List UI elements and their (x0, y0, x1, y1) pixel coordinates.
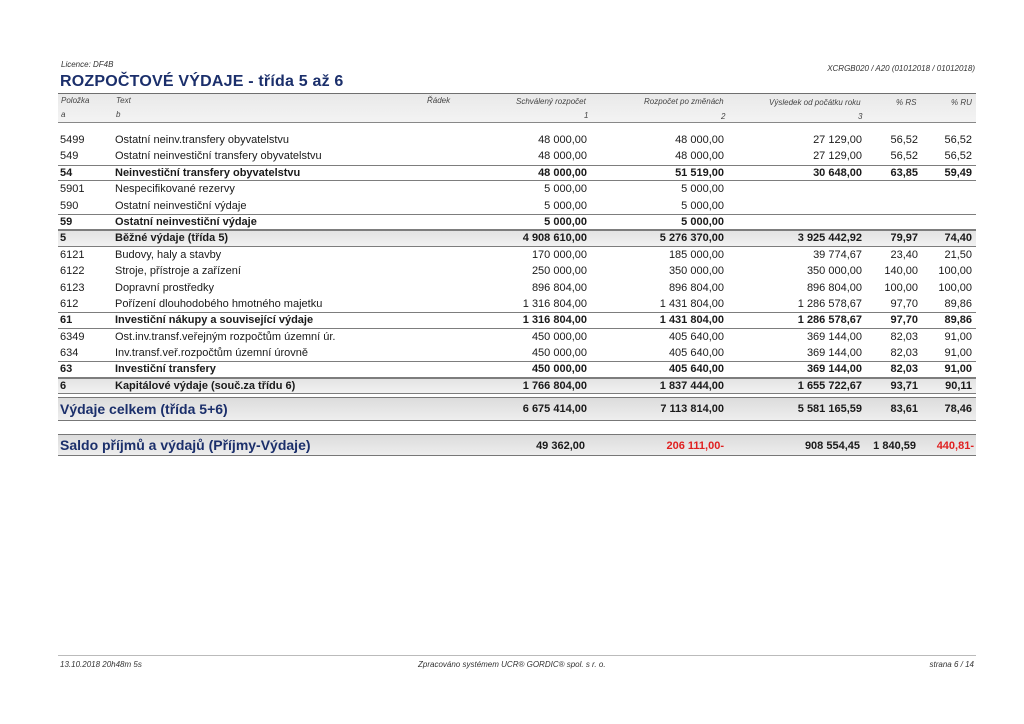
row-text: Ostatní neinvestiční výdaje (115, 215, 257, 228)
row-rs: 63,85 (890, 166, 918, 179)
row-text: Ost.inv.transf.veřejným rozpočtům územní úr. (115, 330, 336, 343)
row-code: 6122 (60, 265, 85, 278)
row-schvaleny: 170 000,00 (531, 248, 587, 261)
row-text: Ostatní neinv.transfery obyvatelstvu (115, 134, 290, 146)
table-row (58, 329, 976, 345)
row-schvaleny: 5 000,00 (544, 183, 587, 196)
col-vysledek: Výsledek od počátku roku (769, 98, 861, 107)
row-schvaleny: 4 908 610,00 (522, 232, 587, 245)
saldo-row (58, 434, 976, 456)
row-text: Dopravní prostředky (115, 281, 215, 294)
row-schvaleny: 1 316 804,00 (522, 297, 587, 310)
row-code: 590 (60, 199, 79, 212)
total-ru: 78,46 (944, 403, 972, 415)
row-text: Budovy, haly a stavby (115, 248, 222, 261)
page-title: ROZPOČTOVÉ VÝDAJE - třída 5 až 6 (60, 73, 344, 90)
row-vysledek: 3 925 442,92 (797, 232, 862, 245)
row-ru: 100,00 (938, 281, 972, 294)
row-po-zmenach: 405 640,00 (668, 363, 724, 376)
row-po-zmenach: 5 000,00 (681, 199, 724, 212)
table-row (58, 132, 976, 148)
col-rs: % RS (896, 98, 917, 107)
footer-divider (58, 655, 976, 656)
row-rs: 56,52 (890, 150, 918, 163)
col-po-zmenach: Rozpočet po změnách (644, 97, 724, 106)
col-text: Text (116, 96, 131, 105)
row-ru: 74,40 (944, 232, 972, 245)
row-text: Inv.transf.veř.rozpočtům územní úrovně (115, 347, 308, 360)
saldo-ru: 440,81- (936, 440, 974, 452)
col-index-1: 1 (584, 111, 589, 120)
row-code: 6121 (60, 248, 85, 261)
row-schvaleny: 250 000,00 (531, 265, 587, 278)
row-schvaleny: 450 000,00 (531, 363, 587, 376)
row-vysledek: 27 129,00 (813, 134, 862, 146)
row-text: Ostatní neinvestiční výdaje (115, 199, 247, 212)
row-code: 612 (60, 297, 79, 310)
row-schvaleny: 5 000,00 (544, 215, 587, 228)
budget-table (58, 132, 976, 394)
row-rs: 97,70 (890, 314, 918, 327)
row-vysledek: 27 129,00 (813, 150, 862, 163)
row-code: 54 (60, 166, 73, 179)
row-vysledek: 350 000,00 (806, 265, 862, 278)
row-code: 549 (60, 150, 79, 163)
subtotal-row (58, 312, 976, 328)
row-schvaleny: 896 804,00 (531, 281, 587, 294)
row-code: 6349 (60, 330, 85, 343)
row-rs: 82,03 (890, 363, 918, 376)
row-rs: 79,97 (890, 232, 918, 245)
row-ru: 89,86 (944, 297, 972, 310)
class-total-row (58, 378, 976, 394)
row-ru: 90,11 (945, 379, 972, 392)
row-schvaleny: 48 000,00 (538, 150, 587, 163)
row-text: Kapitálové výdaje (souč.za třídu 6) (115, 379, 296, 392)
row-code: 59 (60, 215, 73, 228)
row-ru: 59,49 (944, 166, 972, 179)
total-schvaleny: 6 675 414,00 (522, 403, 587, 415)
saldo-po-zmenach: 206 111,00- (666, 440, 724, 452)
row-po-zmenach: 350 000,00 (668, 265, 724, 278)
row-text: Pořízení dlouhodobého hmotného majetku (115, 297, 323, 310)
total-rs: 83,61 (890, 403, 918, 415)
row-ru: 91,00 (944, 363, 972, 376)
row-po-zmenach: 405 640,00 (668, 347, 724, 360)
row-code: 5 (60, 232, 67, 245)
row-ru: 91,00 (944, 330, 972, 343)
saldo-vysledek: 908 554,45 (804, 440, 860, 452)
row-text: Ostatní neinvestiční transfery obyvatelstvu (115, 150, 322, 163)
row-rs: 23,40 (890, 248, 918, 261)
row-po-zmenach: 5 000,00 (681, 183, 724, 196)
row-po-zmenach: 405 640,00 (668, 330, 724, 343)
row-schvaleny: 48 000,00 (538, 166, 587, 179)
row-text: Nespecifikované rezervy (115, 183, 235, 196)
row-ru: 100,00 (938, 265, 972, 278)
row-schvaleny: 5 000,00 (544, 199, 587, 212)
row-code: 63 (60, 363, 73, 376)
class-total-row (58, 230, 976, 246)
row-code: 61 (60, 314, 73, 327)
saldo-label: Saldo příjmů a výdajů (Příjmy-Výdaje) (60, 437, 311, 453)
row-ru: 89,86 (944, 314, 972, 327)
row-po-zmenach: 1 837 444,00 (659, 379, 724, 392)
row-po-zmenach: 1 431 804,00 (659, 314, 724, 327)
row-ru: 56,52 (944, 150, 972, 163)
row-vysledek: 30 648,00 (813, 166, 862, 179)
row-po-zmenach: 896 804,00 (668, 281, 724, 294)
col-index-3: 3 (858, 112, 863, 121)
row-vysledek: 369 144,00 (806, 330, 862, 343)
col-schvaleny: Schválený rozpočet (516, 97, 586, 106)
saldo-schvaleny: 49 362,00 (536, 440, 585, 452)
row-rs: 140,00 (884, 265, 918, 278)
column-header (58, 94, 976, 122)
row-vysledek: 369 144,00 (806, 347, 862, 360)
row-code: 5901 (60, 183, 85, 196)
row-vysledek: 369 144,00 (806, 363, 862, 376)
row-text: Běžné výdaje (třída 5) (115, 232, 229, 245)
row-rs: 97,70 (890, 297, 918, 310)
row-schvaleny: 1 316 804,00 (522, 314, 587, 327)
table-row (58, 280, 976, 296)
footer-processed: Zpracováno systémem UCR® GORDIC® spol. s r. o. (418, 660, 606, 669)
row-rs: 93,71 (890, 379, 918, 392)
footer-page: strana 6 / 14 (929, 660, 974, 669)
total-vysledek: 5 581 165,59 (797, 403, 862, 415)
col-ru: % RU (951, 98, 972, 107)
table-row (58, 296, 976, 312)
row-vysledek: 39 774,67 (813, 248, 862, 261)
row-vysledek: 1 286 578,67 (797, 297, 862, 310)
row-schvaleny: 450 000,00 (531, 347, 587, 360)
row-schvaleny: 1 766 804,00 (522, 379, 587, 392)
row-schvaleny: 48 000,00 (538, 134, 587, 146)
table-row (58, 263, 976, 279)
report-code: XCRGB020 / A20 (01012018 / 01012018) (827, 64, 975, 73)
total-label: Výdaje celkem (třída 5+6) (60, 401, 228, 417)
row-vysledek: 1 286 578,67 (797, 314, 862, 327)
row-vysledek: 1 655 722,67 (797, 379, 862, 392)
row-text: Stroje, přístroje a zařízení (115, 265, 241, 278)
header-divider (58, 122, 976, 123)
row-code: 6 (60, 379, 67, 392)
saldo-rs: 1 840,59 (873, 440, 916, 452)
row-po-zmenach: 48 000,00 (675, 150, 724, 163)
col-radek: Řádek (427, 96, 451, 105)
row-rs: 82,03 (890, 347, 918, 360)
row-text: Neinvestiční transfery obyvatelstvu (115, 166, 301, 179)
row-text: Investiční nákupy a související výdaje (115, 314, 314, 327)
total-po-zmenach: 7 113 814,00 (660, 403, 724, 415)
row-po-zmenach: 5 276 370,00 (659, 232, 724, 245)
subtotal-row (58, 214, 976, 230)
row-po-zmenach: 51 519,00 (675, 166, 724, 179)
col-index-2: 2 (721, 112, 726, 121)
row-rs: 56,52 (890, 134, 918, 146)
row-ru: 91,00 (944, 347, 972, 360)
footer-datetime: 13.10.2018 20h48m 5s (60, 660, 142, 669)
row-po-zmenach: 1 431 804,00 (659, 297, 724, 310)
row-rs: 82,03 (890, 330, 918, 343)
row-text: Investiční transfery (115, 363, 216, 376)
row-code: 634 (60, 347, 79, 360)
row-vysledek: 896 804,00 (806, 281, 862, 294)
col-polozka: Položka (61, 96, 90, 105)
table-row (58, 198, 976, 214)
row-ru: 56,52 (944, 134, 972, 146)
table-row (58, 148, 976, 164)
row-schvaleny: 450 000,00 (531, 330, 587, 343)
table-row (58, 181, 976, 197)
table-row (58, 345, 976, 361)
row-po-zmenach: 48 000,00 (675, 134, 724, 146)
table-row (58, 247, 976, 263)
subtotal-row (58, 361, 976, 377)
row-po-zmenach: 185 000,00 (668, 248, 724, 261)
total-row (58, 397, 976, 421)
col-index-b: b (116, 110, 121, 119)
subtotal-row (58, 165, 976, 181)
row-ru: 21,50 (944, 248, 972, 261)
row-po-zmenach: 5 000,00 (681, 215, 724, 228)
row-code: 6123 (60, 281, 85, 294)
row-code: 5499 (60, 134, 85, 146)
licence-label: Licence: DF4B (61, 60, 114, 69)
row-rs: 100,00 (884, 281, 918, 294)
col-index-a: a (61, 110, 66, 119)
